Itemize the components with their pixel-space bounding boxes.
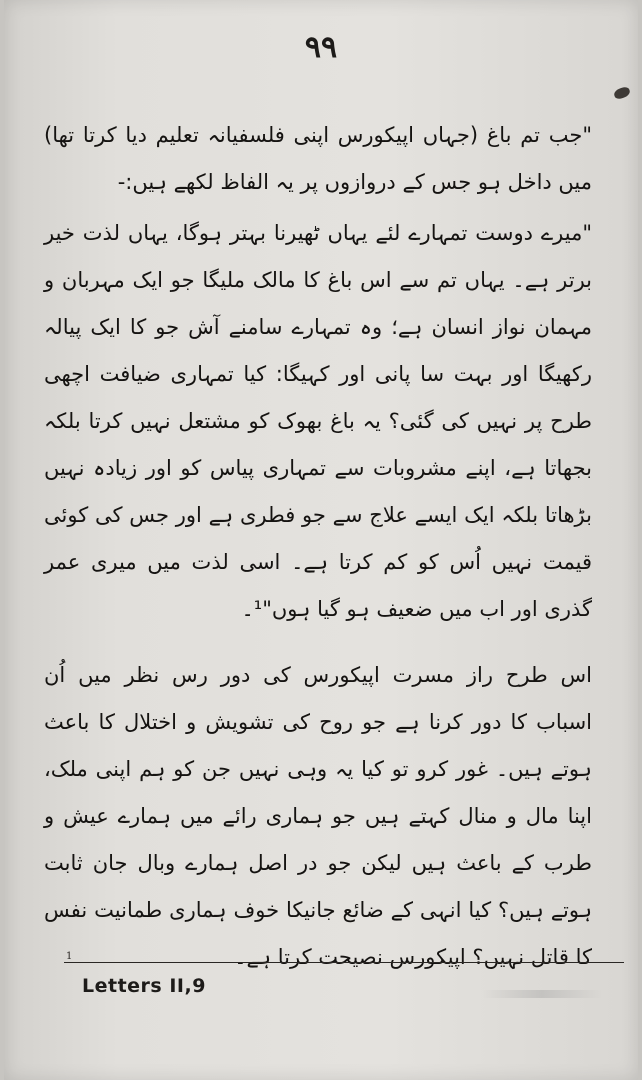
paragraph-1 bbox=[44, 112, 610, 206]
paragraph-3 bbox=[44, 652, 610, 981]
page-number: ۹۹ bbox=[304, 30, 338, 65]
book-page bbox=[4, 0, 638, 1080]
paragraph-2 bbox=[44, 210, 610, 633]
footnote-text: Letters II,9 bbox=[82, 975, 206, 997]
footnote-divider bbox=[64, 962, 624, 963]
paragraph-3-text: اس طرح راز مسرت اپیکورس کی دور رس نظر میں اُن اسباب کا دور کرنا ہے جو روح کی تشویش و اختلال کا باعث ہوتے ہیں۔ غور کرو تو کیا یہ وہی نہیں جن کو ہم اپنی ملک، اپنا مال و منال کہتے ہیں جو ہماری رائے میں ہمارے عیش و طرب کے باعث ہیں لیکن جو در اصل ہمارے وبال جان ثابت ہوتے ہیں؟ کیا انہی کے ضائع جانیکا خوف ہماری طمانیت نفس کا قاتل نہیں؟ اپیکورس نصیحت کرتا ہے۔ bbox=[44, 663, 592, 969]
ink-blot bbox=[613, 86, 631, 100]
paragraph-1-text: "جب تم باغ (جہاں اپیکورس اپنی فلسفیانہ تعلیم دیا کرتا تھا) میں داخل ہو جس کے دروازوں پر یہ الفاظ لکھے ہیں:- bbox=[44, 123, 592, 194]
paragraph-2-text: "میرے دوست تمہارے لئے یہاں ٹھیرنا بہتر ہوگا، یہاں لذت خیر برتر ہے۔ یہاں تم سے اس باغ کا مالک ملیگا جو ایک مہربان و مہمان نواز انسان ہے؛ وہ تمہارے سامنے آش جو کا ایک پیالہ رکھیگا اور بہت سا پانی اور کہیگا: کیا تمہاری ضیافت اچھی طرح پر نہیں کی گئی؟ یہ باغ بھوک کو مشتعل نہیں کرتا بلکہ بجھاتا ہے، اپنے مشروبات سے تمہاری پیاس کو اور زیادہ نہیں بڑھاتا بلکہ ایک ایسے علاج سے جو فطری ہے اور جس کی کوئی قیمت نہیں اُس کو کم کرتا ہے۔ اسی لذت میں میری عمر گذری اور اب میں ضعیف ہو گیا ہوں"¹۔ bbox=[44, 221, 592, 621]
footnote-mark: 1 bbox=[66, 951, 73, 962]
bleed-through-mark bbox=[482, 990, 602, 998]
